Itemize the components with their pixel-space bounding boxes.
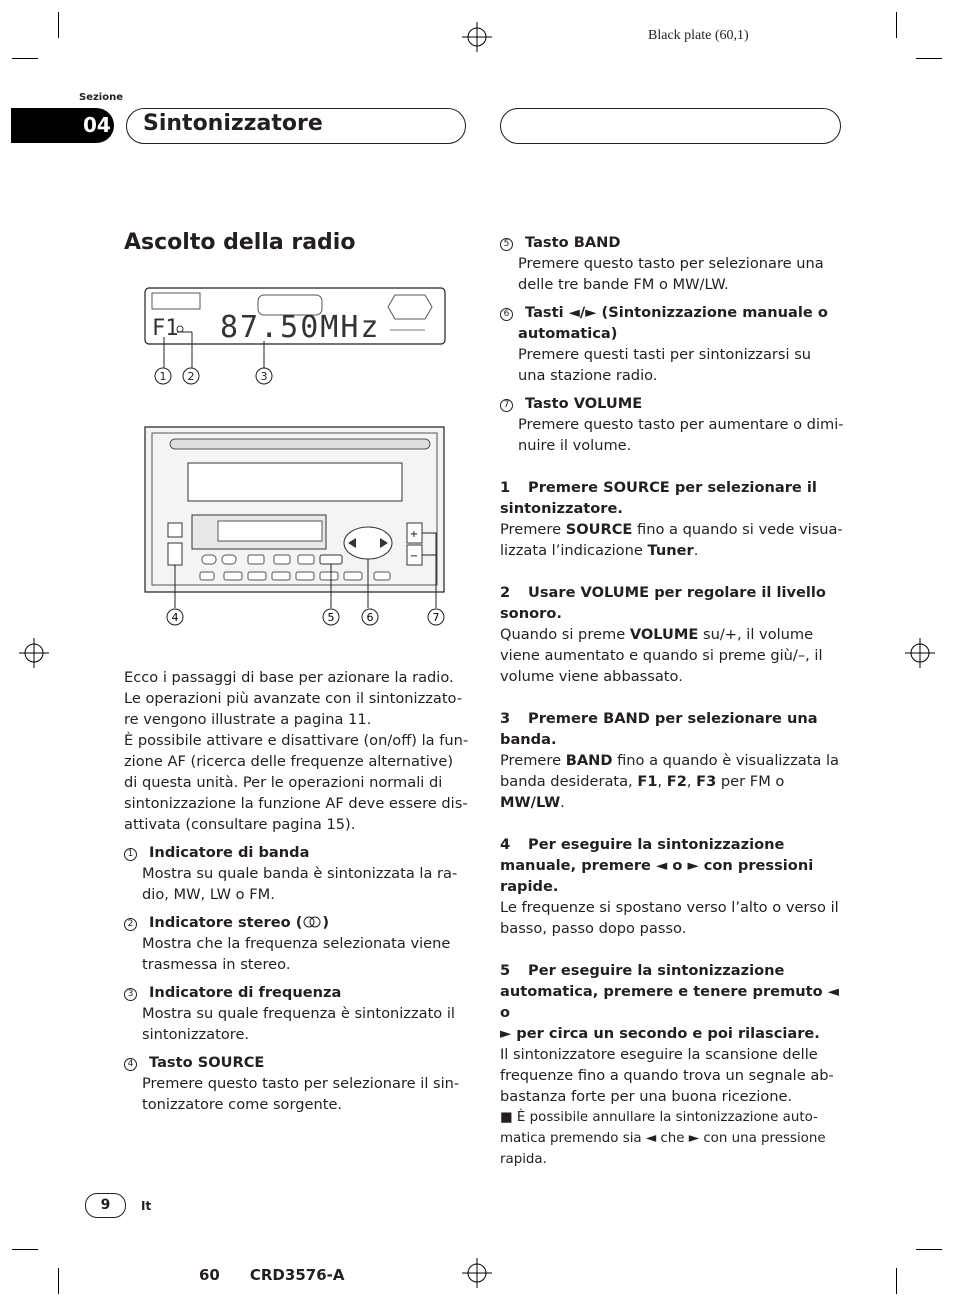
svg-text:2: 2: [187, 370, 195, 383]
step-1: 1 Premere SOURCE per selezionare il sintonizzatore. Premere SOURCE fino a quando si vede visua- lizzata l’indicazione Tuner.: [500, 479, 843, 559]
crop-mark: [896, 12, 897, 38]
svg-text:3: 3: [260, 370, 268, 383]
callout-2: [183, 368, 199, 384]
section-title: Sintonizzatore: [143, 111, 323, 136]
step-5: 5 Per eseguire la sintonizzazione automatica, premere e tenere premuto ◄ o ► per circa un secondo e poi rilasciare. Il sintonizzatore eseguire la scansione delle frequenze fino a quando trova un segnale ab- bastanza forte per una buona ricezione. ■ È possibile annullare la sintonizzazione auto- matica premendo sia ◄ che ► con una pressione rapida.: [500, 960, 845, 1170]
section-label: Sezione: [79, 92, 124, 103]
crop-mark: [12, 58, 38, 59]
step-4: 4 Per eseguire la sintonizzazione manuale, premere ◄ o ► con pressioni rapide. Le frequenze si spostano verso l’alto o verso il basso, passo dopo passo.: [500, 836, 839, 937]
source-button: [168, 543, 182, 565]
lcd-display-figure: [140, 285, 450, 390]
svg-text:4: 4: [171, 611, 179, 624]
registration-mark-icon: [462, 22, 492, 52]
empty-header-frame: [500, 108, 841, 144]
callout-5: [323, 609, 339, 625]
stereo-indicator-icon: [302, 916, 322, 928]
list-item: 1 Indicatore di banda Mostra su quale banda è sintonizzata la ra- dio, MW, LW o FM.: [124, 842, 469, 905]
page-title: Ascolto della radio: [124, 230, 356, 255]
crop-mark: [12, 1249, 38, 1250]
left-column: [124, 667, 469, 1115]
page-number-badge: 9: [85, 1193, 126, 1218]
list-item: 5 Tasto BAND Premere questo tasto per selezionare una delle tre bande FM o MW/LW.: [500, 232, 845, 295]
svg-text:1: 1: [159, 370, 167, 383]
svg-text:6: 6: [366, 611, 374, 624]
crop-mark: [896, 1268, 897, 1294]
registration-mark-icon: [905, 638, 935, 668]
eject-button: [168, 523, 182, 537]
list-item: 3 Indicatore di frequenza Mostra su quale frequenza è sintonizzato il sintonizzatore.: [124, 982, 469, 1045]
list-item: 7 Tasto VOLUME Premere questo tasto per aumentare o dimi- nuire il volume.: [500, 393, 845, 456]
list-item: 2 Indicatore stereo ( ) Mostra che la frequenza selezionata viene trasmessa in stereo.: [124, 912, 469, 975]
footer-page: 60: [199, 1266, 220, 1284]
callout-3: [256, 368, 272, 384]
callout-6: [362, 609, 378, 625]
svg-text:−: −: [409, 551, 419, 562]
step-3: 3 Premere BAND per selezionare una banda. Premere BAND fino a quando è visualizzata la banda desiderata, F1, F2, F3 per FM o MW/LW.: [500, 710, 839, 811]
callout-4: [167, 609, 183, 625]
callout-7: [428, 609, 444, 625]
registration-mark-icon: [19, 638, 49, 668]
crop-mark: [916, 58, 942, 59]
right-column: [500, 225, 845, 1170]
list-item: 4 Tasto SOURCE Premere questo tasto per selezionare il sin- tonizzatore come sorgente.: [124, 1052, 469, 1115]
footer-code: CRD3576-A: [249, 1266, 345, 1284]
crop-mark: [916, 1249, 942, 1250]
language-label: It: [141, 1199, 152, 1213]
band-button: [320, 555, 342, 564]
registration-mark-icon: [462, 1258, 492, 1288]
intro-paragraph: Ecco i passaggi di base per azionare la radio. Le operazioni più avanzate con il sintonizzato- re vengono illustrate a pagina 11. È possibile attivare e disattivare (on/off) la fun- zione AF (ricerca delle frequenze alternative) di questa unità. Per le operazioni normali di sintonizzazione la funzione AF deve essere dis- attivata (consultare pagina 15).: [124, 669, 469, 833]
footer: [199, 1266, 344, 1284]
list-item: 6 Tasti ◄/► (Sintonizzazione manuale o automatica) Premere questi tasti per sintonizzarsi su una stazione radio.: [500, 302, 845, 386]
note: ■ È possibile annullare la sintonizzazione auto-: [500, 1110, 818, 1125]
section-number-tab: [11, 108, 114, 143]
lcd-frequency: 87.50MHz: [220, 310, 381, 345]
step-2: 2 Usare VOLUME per regolare il livello sonoro. Quando si preme VOLUME su/+, il volume viene aumentato e quando si preme giù/–, il volume viene abbassato.: [500, 584, 826, 685]
lcd-band-indicator: F1: [152, 316, 179, 341]
svg-text:7: 7: [432, 611, 440, 624]
svg-text:5: 5: [327, 611, 335, 624]
crop-mark: [58, 1268, 59, 1294]
callout-1: [155, 368, 171, 384]
section-number: 04: [83, 113, 111, 137]
crop-mark: [58, 12, 59, 38]
plate-label: Black plate (60,1): [648, 28, 749, 43]
head-unit-figure: [140, 425, 450, 630]
svg-text:+: +: [409, 529, 419, 540]
